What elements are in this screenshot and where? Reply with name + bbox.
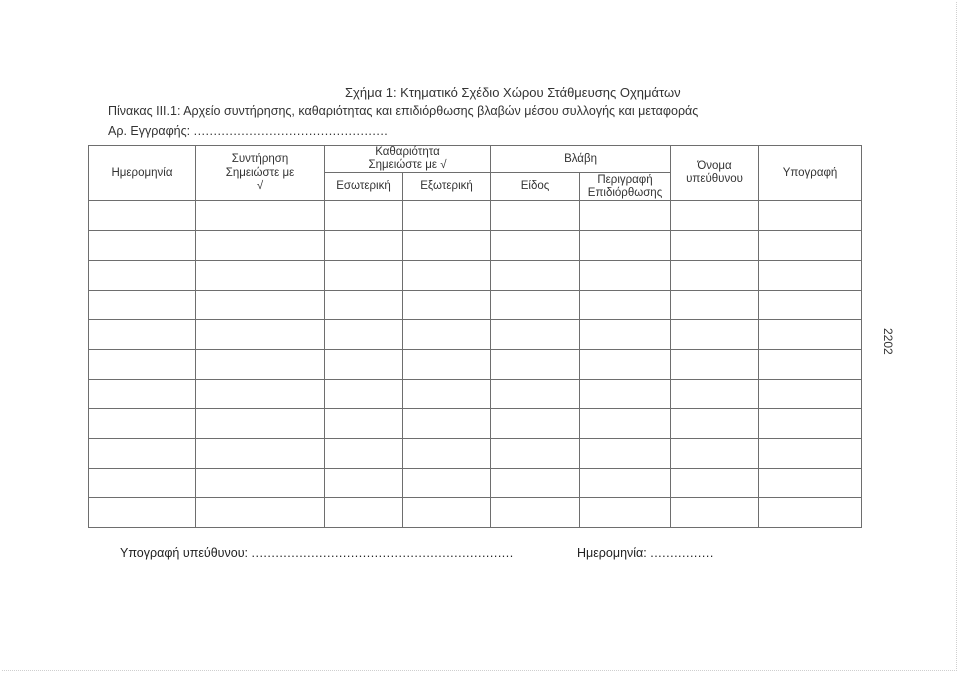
table-cell[interactable]	[491, 231, 580, 261]
table-cell[interactable]	[325, 201, 403, 231]
table-cell[interactable]	[325, 409, 403, 439]
table-row	[89, 201, 862, 231]
header-date: Ημερομηνία	[89, 146, 196, 201]
table-cell[interactable]	[580, 260, 671, 290]
table-cell[interactable]	[759, 260, 862, 290]
table-cell[interactable]	[196, 320, 325, 350]
header-cleaning	[325, 146, 491, 173]
table-cell[interactable]	[196, 231, 325, 261]
header-repair-line2: Επιδιόρθωσης	[587, 186, 663, 199]
header-damage-type: Είδος	[491, 173, 580, 201]
table-cell[interactable]	[759, 409, 862, 439]
table-cell[interactable]	[580, 379, 671, 409]
header-damage-repair	[580, 173, 671, 201]
header-maintenance-line2: Σημειώστε με	[225, 166, 295, 179]
table-cell[interactable]	[89, 349, 196, 379]
registration-number	[108, 124, 388, 138]
table-row	[89, 498, 862, 528]
table-cell[interactable]	[759, 468, 862, 498]
table-cell[interactable]	[196, 468, 325, 498]
table-cell[interactable]	[759, 231, 862, 261]
table-cell[interactable]	[671, 438, 759, 468]
table-cell[interactable]	[580, 438, 671, 468]
table-cell[interactable]	[759, 349, 862, 379]
table-cell[interactable]	[403, 349, 491, 379]
table-cell[interactable]	[759, 320, 862, 350]
table-cell[interactable]	[491, 379, 580, 409]
table-row	[89, 409, 862, 439]
table-cell[interactable]	[89, 438, 196, 468]
table-cell[interactable]	[325, 231, 403, 261]
table-cell[interactable]	[759, 201, 862, 231]
table-cell[interactable]	[325, 290, 403, 320]
maintenance-log-table	[88, 145, 862, 528]
table-cell[interactable]	[403, 409, 491, 439]
table-cell[interactable]	[580, 409, 671, 439]
table-body	[89, 201, 862, 528]
responsible-signature-label: Υπογραφή υπεύθυνου:	[120, 546, 249, 560]
table-cell[interactable]	[491, 468, 580, 498]
table-row	[89, 320, 862, 350]
registration-label: Αρ. Εγγραφής:	[108, 124, 191, 138]
table-cell[interactable]	[325, 260, 403, 290]
table-cell[interactable]	[89, 379, 196, 409]
table-cell[interactable]	[671, 260, 759, 290]
table-cell[interactable]	[403, 201, 491, 231]
table-cell[interactable]	[671, 320, 759, 350]
footer-date-label: Ημερομηνία:	[577, 546, 647, 560]
table-cell[interactable]	[671, 498, 759, 528]
table-cell[interactable]	[759, 379, 862, 409]
header-maintenance-line3: √	[256, 179, 264, 192]
table-cell[interactable]	[671, 201, 759, 231]
table-cell[interactable]	[759, 290, 862, 320]
table-cell[interactable]	[671, 290, 759, 320]
table-cell[interactable]	[759, 498, 862, 528]
table-row	[89, 349, 862, 379]
header-maintenance-line1: Συντήρηση	[231, 153, 289, 166]
table-cell[interactable]	[580, 320, 671, 350]
table-cell[interactable]	[403, 320, 491, 350]
table-cell[interactable]	[491, 498, 580, 528]
table-cell[interactable]	[671, 468, 759, 498]
table-row	[89, 379, 862, 409]
table-cell[interactable]	[325, 379, 403, 409]
table-cell[interactable]	[671, 379, 759, 409]
table-cell[interactable]	[580, 349, 671, 379]
table-cell[interactable]	[580, 468, 671, 498]
table-cell[interactable]	[403, 379, 491, 409]
header-damage: Βλάβη	[491, 146, 671, 173]
header-cleaning-line1: Καθαριότητα	[375, 146, 440, 158]
header-cleaning-line2: Σημειώστε με √	[368, 159, 447, 172]
table-cell[interactable]	[89, 468, 196, 498]
table-cell[interactable]	[671, 409, 759, 439]
table-cell[interactable]	[196, 379, 325, 409]
table-cell[interactable]	[671, 349, 759, 379]
table-cell[interactable]	[196, 349, 325, 379]
table-caption: Πίνακας ΙΙΙ.1: Αρχείο συντήρησης, καθαριότητας και επιδιόρθωσης βλαβών μέσου συλλογής και μεταφοράς	[108, 104, 699, 118]
table-cell[interactable]	[325, 468, 403, 498]
table-cell[interactable]	[403, 260, 491, 290]
table-cell[interactable]	[325, 349, 403, 379]
table-cell[interactable]	[580, 290, 671, 320]
table-cell[interactable]	[196, 498, 325, 528]
table-cell[interactable]	[671, 231, 759, 261]
table-cell[interactable]	[196, 260, 325, 290]
footer-responsible-signature	[120, 546, 514, 560]
table-row	[89, 438, 862, 468]
table-row	[89, 468, 862, 498]
header-signature: Υπογραφή	[759, 146, 862, 201]
table-cell[interactable]	[491, 290, 580, 320]
header-maintenance	[196, 146, 325, 201]
table-cell[interactable]	[491, 409, 580, 439]
table-cell[interactable]	[89, 498, 196, 528]
header-responsible-name	[671, 146, 759, 201]
table-cell[interactable]	[89, 290, 196, 320]
table-cell[interactable]	[759, 438, 862, 468]
header-responsible-line2: υπεύθυνου	[686, 173, 743, 186]
header-repair-line1: Περιγραφή	[597, 173, 653, 186]
table-cell[interactable]	[491, 320, 580, 350]
table-cell[interactable]	[196, 201, 325, 231]
table-cell[interactable]	[491, 438, 580, 468]
table-cell[interactable]	[403, 231, 491, 261]
table-cell[interactable]	[89, 201, 196, 231]
table-cell[interactable]	[89, 260, 196, 290]
table-cell[interactable]	[196, 409, 325, 439]
table-cell[interactable]	[325, 438, 403, 468]
header-cleaning-internal: Εσωτερική	[325, 173, 403, 201]
table-cell[interactable]	[580, 498, 671, 528]
table-cell[interactable]	[580, 231, 671, 261]
table-row	[89, 231, 862, 261]
table-cell[interactable]	[325, 320, 403, 350]
table-cell[interactable]	[403, 498, 491, 528]
responsible-signature-field[interactable]: ..................................................................	[251, 546, 514, 560]
table-cell[interactable]	[580, 201, 671, 231]
table-cell[interactable]	[403, 438, 491, 468]
footer-date	[577, 546, 714, 560]
table-cell[interactable]	[403, 290, 491, 320]
registration-field[interactable]: .................................................	[193, 124, 389, 138]
table-cell[interactable]	[403, 468, 491, 498]
header-responsible-line1: Όνομα	[697, 160, 732, 172]
table-cell[interactable]	[89, 320, 196, 350]
table-cell[interactable]	[89, 409, 196, 439]
table-cell[interactable]	[491, 201, 580, 231]
table-cell[interactable]	[196, 290, 325, 320]
table-cell[interactable]	[491, 260, 580, 290]
table-cell[interactable]	[325, 498, 403, 528]
figure-title: Σχήμα 1: Κτηματικό Σχέδιο Χώρου Στάθμευσης Οχημάτων	[345, 85, 681, 100]
footer-date-field[interactable]: ................	[650, 546, 714, 560]
table-row	[89, 290, 862, 320]
table-cell[interactable]	[89, 231, 196, 261]
table-row	[89, 260, 862, 290]
table-cell[interactable]	[196, 438, 325, 468]
table-cell[interactable]	[491, 349, 580, 379]
side-page-number: 2202	[881, 328, 895, 355]
header-cleaning-external: Εξωτερική	[403, 173, 491, 201]
